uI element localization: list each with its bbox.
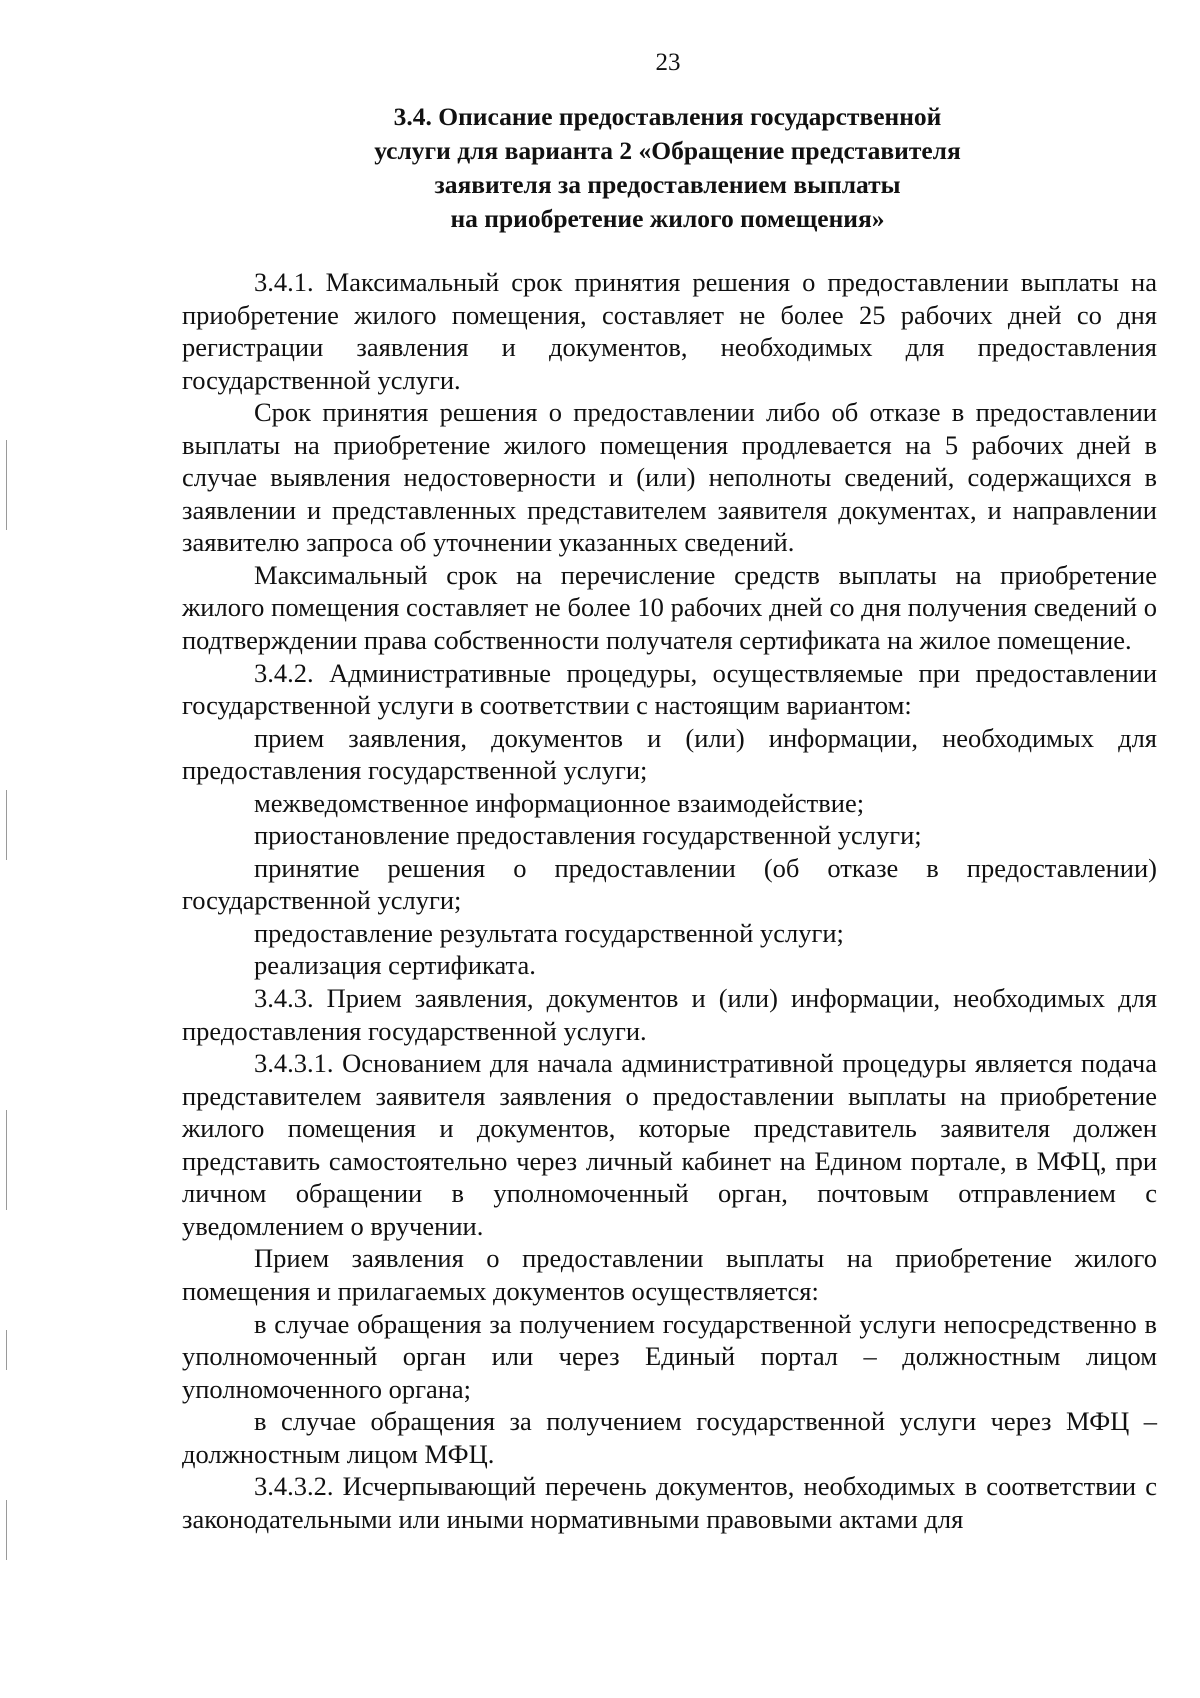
list-item-procedure: межведомственное информационное взаимодействие; bbox=[254, 787, 865, 818]
scan-mark bbox=[6, 440, 7, 530]
paragraph-3-4-2: 3.4.2. Административные процедуры, осуществляемые при предоставлении государственной услуги в соответствии с настоящим вариантом: bbox=[182, 657, 1157, 721]
paragraph-3-4-1: 3.4.1. Максимальный срок принятия решения о предоставлении выплаты на приобретение жилого помещения, составляет не более 25 рабочих дней со дня регистрации заявления и документов, необходимых для предоставления государственной услуги. bbox=[182, 267, 1157, 395]
paragraph-transfer-term: Максимальный срок на перечисление средств выплаты на приобретение жилого помещения составляет не более 10 рабочих дней со дня получения сведений о подтверждении права собственности получателя сертификата на жилое помещение. bbox=[182, 559, 1157, 656]
scan-mark bbox=[6, 1110, 7, 1210]
list-item-procedure: реализация сертификата. bbox=[254, 950, 536, 981]
document-body bbox=[182, 266, 1157, 1535]
page-number: 23 bbox=[655, 49, 681, 76]
scan-mark bbox=[6, 1330, 7, 1370]
list-item-procedure: предоставление результата государственной услуги; bbox=[254, 917, 844, 948]
scan-mark bbox=[6, 1500, 7, 1560]
list-item-procedure: принятие решения о предоставлении (об отказе в предоставлении) государственной услуги; bbox=[182, 852, 1157, 916]
list-item-procedure: прием заявления, документов и (или) информации, необходимых для предоставления государственной услуги; bbox=[182, 722, 1157, 786]
list-item-acceptance: в случае обращения за получением государственной услуги через МФЦ – должностным лицом МФЦ. bbox=[182, 1406, 1157, 1469]
section-title-line: на приобретение жилого помещения» bbox=[450, 204, 885, 233]
list-item-acceptance: в случае обращения за получением государственной услуги непосредственно в уполномоченный орган или через Единый портал – должностным лицом уполномоченного органа; bbox=[182, 1308, 1157, 1404]
paragraph-acceptance: Прием заявления о предоставлении выплаты на приобретение жилого помещения и прилагаемых документов осуществляется: bbox=[182, 1243, 1157, 1306]
section-title-line: услуги для варианта 2 «Обращение представителя bbox=[374, 136, 961, 165]
paragraph-extension-term: Срок принятия решения о предоставлении либо об отказе в предоставлении выплаты на приобретение жилого помещения продлевается на 5 рабочих дней в случае выявления недостоверности и (или) неполноты сведений, содержащихся в заявлении и представленных представителем заявителя документах, и направлении заявителю запроса об уточнении указанных сведений. bbox=[182, 397, 1157, 558]
paragraph-3-4-3: 3.4.3. Прием заявления, документов и (или) информации, необходимых для предоставления государственной услуги. bbox=[182, 983, 1157, 1046]
list-item-procedure: приостановление предоставления государственной услуги; bbox=[254, 820, 922, 851]
section-title bbox=[180, 100, 1155, 236]
scan-mark bbox=[6, 790, 7, 860]
paragraph-3-4-3-1: 3.4.3.1. Основанием для начала административной процедуры является подача представителем заявителя заявления о предоставлении выплаты на приобретение жилого помещения и документов, которые представитель заявителя должен представить самостоятельно через личный кабинет на Едином портале, в МФЦ, при личном обращении в уполномоченный орган, почтовым отправлением с уведомлением о вручении. bbox=[182, 1048, 1157, 1241]
section-title-line: заявителя за предоставлением выплаты bbox=[434, 170, 901, 199]
section-title-line: 3.4. Описание предоставления государственной bbox=[393, 102, 942, 131]
paragraph-3-4-3-2: 3.4.3.2. Исчерпывающий перечень документов, необходимых в соответствии с законодательными или иными нормативными правовыми актами для bbox=[182, 1471, 1157, 1534]
